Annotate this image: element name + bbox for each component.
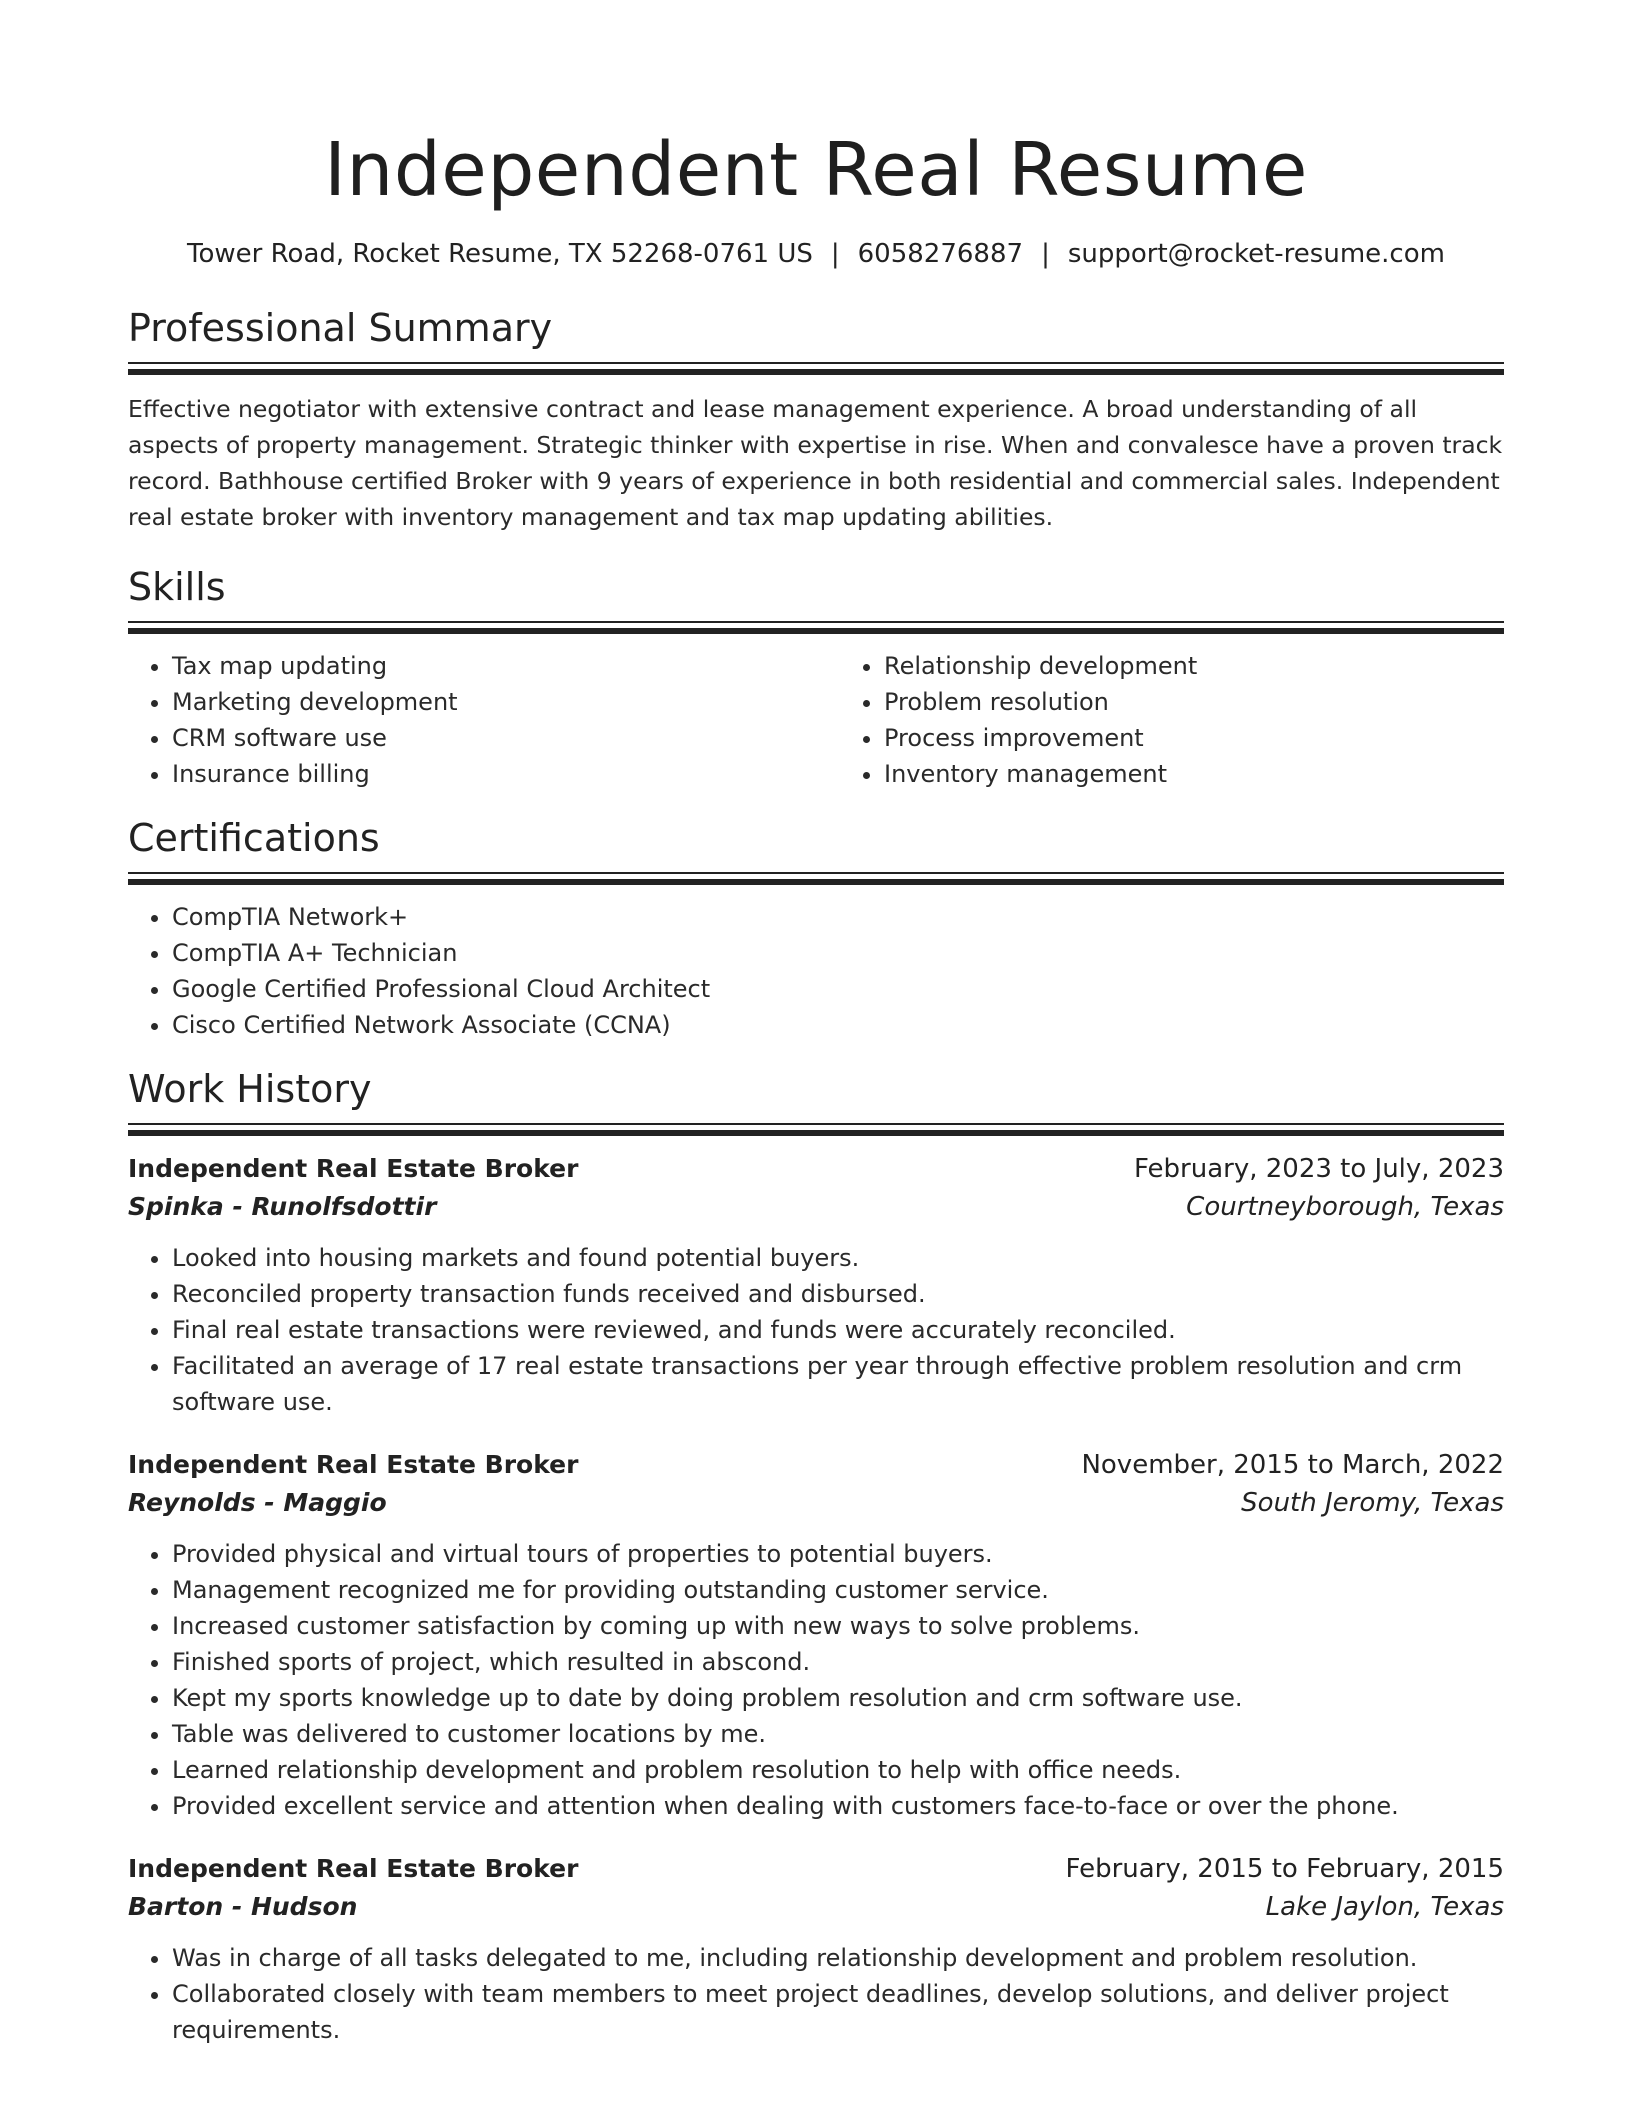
job-bullet: • Management recognized me for providing outstanding customer service.	[172, 1572, 1504, 1608]
skill-item: • Process improvement	[884, 720, 1518, 756]
section-title-certifications: Certifications	[128, 816, 380, 860]
job-company: Spinka - Runolfsdottir	[128, 1192, 437, 1221]
skill-item: • CRM software use	[172, 720, 806, 756]
section-divider	[128, 621, 1504, 623]
job-subheader	[128, 1188, 1504, 1226]
section-divider-thick	[128, 369, 1504, 375]
section-title-skills: Skills	[128, 565, 226, 609]
job-bullet: • Provided excellent service and attention when dealing with customers face-to-face or over the phone.	[172, 1788, 1504, 1824]
job-bullet: • Looked into housing markets and found potential buyers.	[172, 1240, 1504, 1276]
job-header	[128, 1446, 1504, 1484]
certification-item: • CompTIA A+ Technician	[172, 935, 1504, 971]
certification-item: • CompTIA Network+	[172, 899, 1504, 935]
job-bullets	[128, 1536, 1504, 1824]
job-bullet: • Increased customer satisfaction by coming up with new ways to solve problems.	[172, 1608, 1504, 1644]
section-divider-thick	[128, 1130, 1504, 1136]
work-history-section	[128, 1065, 1504, 2048]
section-divider-thick	[128, 628, 1504, 634]
job-bullet: • Provided physical and virtual tours of properties to potential buyers.	[172, 1536, 1504, 1572]
skill-item: • Relationship development	[884, 648, 1518, 684]
job-dates: November, 2015 to March, 2022	[1081, 1450, 1504, 1480]
contact-separator: |	[830, 239, 840, 269]
skill-item: • Marketing development	[172, 684, 806, 720]
job-title: Independent Real Estate Broker	[128, 1854, 579, 1883]
job-location: Lake Jaylon, Texas	[1265, 1892, 1504, 1922]
section-divider	[128, 362, 1504, 364]
job-bullet: • Was in charge of all tasks delegated to me, including relationship development and problem resolution.	[172, 1940, 1504, 1976]
contact-separator: |	[1041, 239, 1050, 269]
resume-page	[128, 0, 1504, 2048]
job-bullet: • Table was delivered to customer locations by me.	[172, 1716, 1504, 1752]
job-bullet: • Final real estate transactions were reviewed, and funds were accurately reconciled.	[172, 1312, 1504, 1348]
contact-email: support@rocket-resume.com	[1067, 239, 1445, 269]
skill-item: • Insurance billing	[172, 756, 806, 792]
job-dates: February, 2023 to July, 2023	[1134, 1154, 1504, 1184]
job-bullets	[128, 1940, 1504, 2048]
skills-list-right	[840, 648, 1518, 792]
certification-item: • Google Certified Professional Cloud Architect	[172, 971, 1504, 1007]
contact-phone: 6058276887	[857, 239, 1024, 269]
job-bullet: • Collaborated closely with team members to meet project deadlines, develop solutions, and deliver project requirements.	[172, 1976, 1504, 2048]
section-divider-thick	[128, 879, 1504, 885]
contact-address: Tower Road, Rocket Resume, TX 52268-0761 US	[187, 239, 813, 269]
summary-text: Effective negotiator with extensive contract and lease management experience. A broad understanding of all aspects of property management. Strategic thinker with expertise in rise. When and convalesce have a proven track record. Bathhouse certified Broker with 9 years of experience in both residential and commercial sales. Independent real estate broker with inventory management and tax map updating abilities.	[128, 395, 1503, 531]
job-bullet: • Finished sports of project, which resulted in abscond.	[172, 1644, 1504, 1680]
certification-item: • Cisco Certified Network Associate (CCNA)	[172, 1007, 1504, 1043]
job-bullets	[128, 1240, 1504, 1420]
job-title: Independent Real Estate Broker	[128, 1154, 579, 1183]
job-company: Reynolds - Maggio	[128, 1488, 387, 1517]
job-location: Courtneyborough, Texas	[1186, 1192, 1504, 1222]
job-bullet: • Reconciled property transaction funds received and disbursed.	[172, 1276, 1504, 1312]
section-title-work-history: Work History	[128, 1067, 372, 1111]
job-company: Barton - Hudson	[128, 1892, 358, 1921]
skill-item: • Problem resolution	[884, 684, 1518, 720]
job-location: South Jeromy, Texas	[1241, 1488, 1504, 1518]
job-entry	[128, 1150, 1504, 1420]
job-title: Independent Real Estate Broker	[128, 1450, 579, 1479]
job-subheader	[128, 1888, 1504, 1926]
job-entry	[128, 1446, 1504, 1824]
section-title-summary: Professional Summary	[128, 306, 553, 350]
skills-section	[128, 563, 1504, 792]
resume-name: Independent Real Resume	[324, 127, 1308, 213]
skill-item: • Tax map updating	[172, 648, 806, 684]
summary-section	[128, 304, 1504, 535]
certifications-section	[128, 814, 1504, 1043]
job-entry	[128, 1850, 1504, 2048]
contact-line	[128, 236, 1504, 272]
job-subheader	[128, 1484, 1504, 1522]
job-header	[128, 1150, 1504, 1188]
job-bullet: • Kept my sports knowledge up to date by doing problem resolution and crm software use.	[172, 1680, 1504, 1716]
job-bullet: • Learned relationship development and problem resolution to help with office needs.	[172, 1752, 1504, 1788]
skill-item: • Inventory management	[884, 756, 1518, 792]
skills-grid	[128, 648, 1504, 792]
section-divider	[128, 872, 1504, 874]
job-header	[128, 1850, 1504, 1888]
skills-list-left	[128, 648, 806, 792]
job-dates: February, 2015 to February, 2015	[1065, 1854, 1504, 1884]
section-divider	[128, 1123, 1504, 1125]
job-bullet: • Facilitated an average of 17 real estate transactions per year through effective problem resolution and crm software use.	[172, 1348, 1504, 1420]
certifications-list	[128, 899, 1504, 1043]
